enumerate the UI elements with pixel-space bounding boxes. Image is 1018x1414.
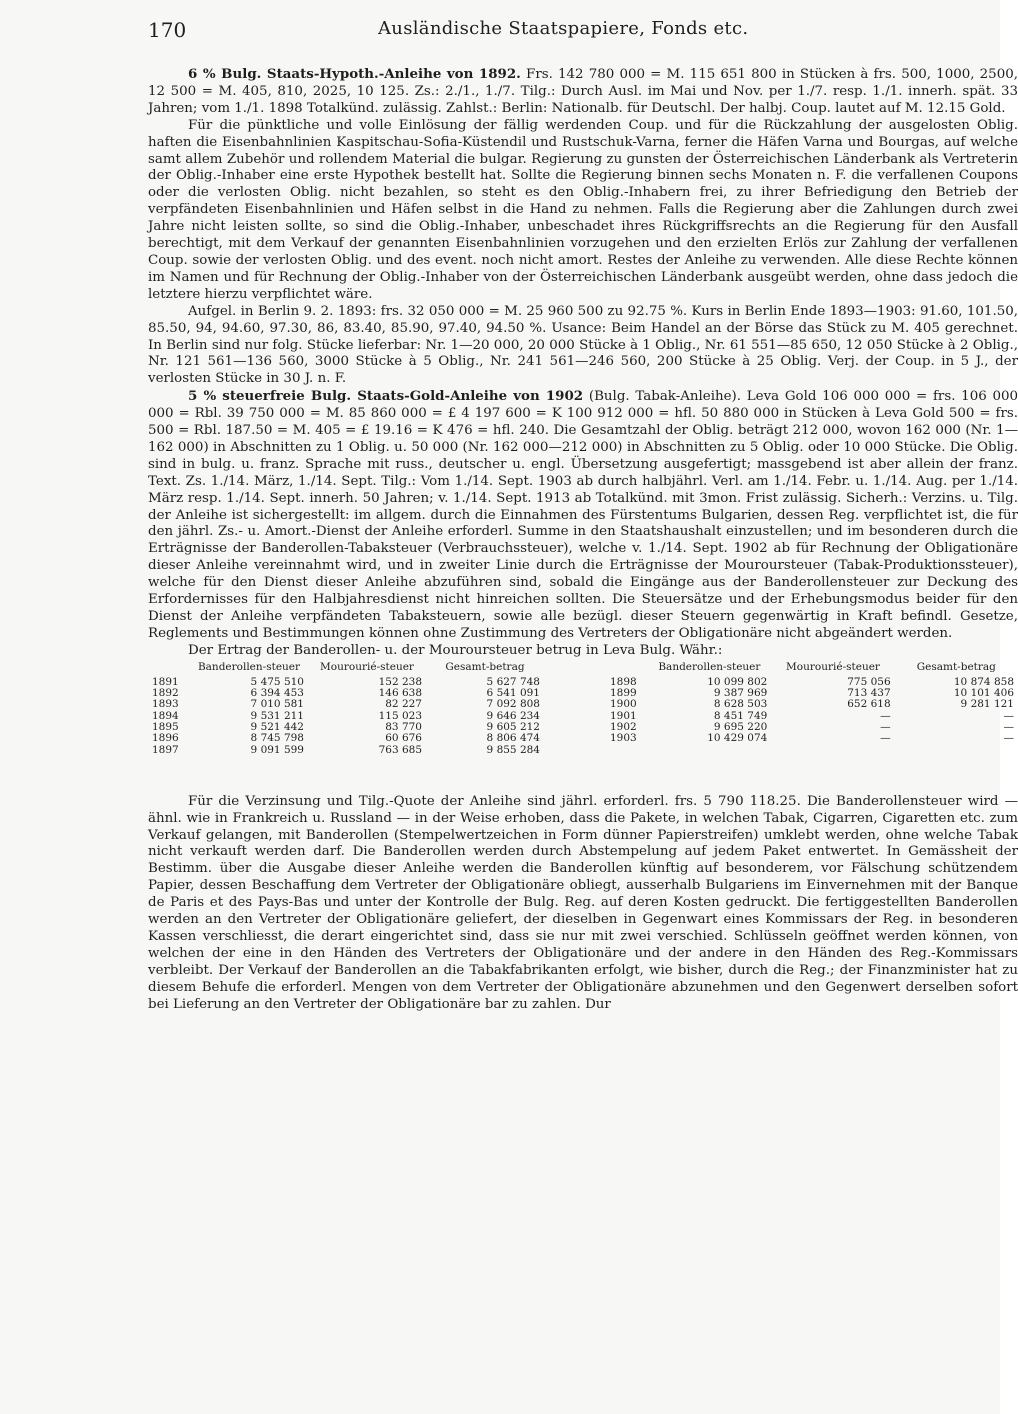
value-cell: 9 521 442 (250, 720, 304, 733)
table-row (148, 688, 544, 699)
year-header (148, 662, 190, 677)
year-cell: 1892 (152, 687, 179, 700)
value-cell: 7 092 808 (486, 698, 540, 711)
value-cell: 8 451 749 (713, 709, 768, 722)
value-cell: — (880, 732, 891, 745)
banderole-tax-header: Banderollen-steuer (197, 660, 301, 673)
value-cell: — (1003, 709, 1014, 722)
table-header-row (148, 662, 544, 677)
value-cell: 8 628 503 (713, 698, 768, 711)
section1-security-paragraph: Für die pünktliche und volle Einlösung der fällig werdenden Coup. und für die Rückzahlung der ausgelosten Oblig. haften die Eisenbahnlinien Kaspitschau-Sofia-Küstendil und Rustschuk-Varna, ferner die Häfen Varna und Bourgas, auf welche samt allem Zubehör und rollendem Material die bulgar. Regierung zu gunsten der Österreichischen Länderbank als Vertreterin der Oblig.-Inhaber eine erste Hypothek bestellt hat. Sollte die Regierung binnen sechs Monaten n. F. die verfallenen Coupons oder die verlosten Oblig. nicht bezahlen, so steht es den Oblig.-Inhabern frei, zu ihrer Befriedigung den Betrieb der verpfändeten Eisenbahnlinien und Häfen selbst in die Hand zu nehmen. Falls die Regierung aber die Zahlungen durch zwei Jahre nicht leisten sollte, so sind die Oblig.-Inhaber, unbeschadet ihres Rückgriffsrechts an die Regierung für den Ausfall berechtigt, mit dem Verkauf der genannten Eisenbahnlinien vorzugehen und den erzielten Erlös zur Zahlung der verfallenen Coup. sowie der verlosten Oblig. und des event. noch nicht amort. Restes der Anleihe zu verwenden. Alle diese Rechte können im Namen und für Rechnung der Oblig.-Inhaber von der Österreichischen Länderbank ausgeübt werden, ohne dass jedoch die letztere hierzu verpflichtet wäre. (148, 117, 1018, 302)
table-row (148, 745, 544, 756)
value-cell: 5 627 748 (486, 675, 540, 688)
section1-quotation-paragraph: Aufgel. in Berlin 9. 2. 1893: frs. 32 050 000 = M. 25 960 500 zu 92.75 %. Kurs in Berlin Ende 1893—1903: 91.60, 101.50, 85.50, 94, 94.60, 97.30, 86, 83.40, 85.90, 97.40, 94.50 %. Usance: Beim Handel an der Börse das Stück zu M. 405 gerechnet. In Berlin sind nur folg. Stücke lieferbar: Nr. 1—20 000, 20 000 Stücke à 1 Oblig., Nr. 61 551—85 650, 12 050 Stücke à 2 Oblig., Nr. 121 561—136 560, 3000 Stücke à 5 Oblig., Nr. 241 561—246 560, 200 Stücke à 25 Oblig. Verj. der Coup. in 5 J., der verlosten Stücke in 30 J. n. F. (148, 303, 1018, 387)
value-cell: 10 099 802 (707, 675, 768, 688)
value-cell: 775 056 (847, 675, 891, 688)
table-row (148, 733, 544, 744)
year-cell: 1903 (610, 732, 637, 745)
section2-intro (148, 388, 1018, 643)
revenue-table-1898-1903 (606, 662, 1018, 745)
value-cell: — (1003, 732, 1014, 745)
section1-title: 6 % Bulg. Staats-Hypoth.-Anleihe von 1892. (188, 66, 521, 82)
value-cell: — (880, 720, 891, 733)
value-cell: 146 638 (378, 687, 422, 700)
table-row (148, 711, 544, 722)
section1-terms: Frs. 142 780 000 = M. 115 651 800 in Stücken à frs. 500, 1000, 2500, 12 500 = M. 405, 810, 2025, 10 125. Zs.: 2./1., 1./7. Tilg.: Durch Ausl. im Mai und Nov. per 1./7. resp. 1./1. innerh. spät. 33 Jahren; vom 1./1. 1898 Totalkünd. zulässig. Zahlst.: Berlin: Nationalb. für Deutschl. Der halbj. Coup. lautet auf M. 12.15 Gold. (148, 67, 1018, 116)
value-cell: 8 745 798 (250, 732, 304, 745)
section2-title: 5 % steuerfreie Bulg. Staats-Gold-Anleihe von 1902 (188, 388, 584, 405)
value-cell: 9 091 599 (250, 743, 304, 756)
value-cell: 7 010 581 (250, 698, 304, 711)
year-cell: 1897 (152, 743, 179, 756)
value-cell: 763 685 (378, 743, 422, 756)
table-row (606, 711, 1018, 722)
section2-subtitle: (Bulg. Tabak-Anleihe). (588, 389, 742, 405)
value-cell: 82 227 (385, 698, 422, 711)
year-cell: 1902 (610, 720, 637, 733)
year-cell: 1893 (152, 698, 179, 711)
year-cell: 1896 (152, 732, 179, 745)
value-cell: 713 437 (847, 687, 891, 700)
revenue-table-caption: Der Ertrag der Banderollen- u. der Mouroursteuer betrug in Leva Bulg. Währ.: (188, 642, 723, 658)
value-cell: 9 646 234 (486, 709, 540, 722)
value-cell: 10 874 858 (953, 675, 1014, 688)
value-cell: 9 855 284 (486, 743, 540, 756)
year-cell: 1891 (152, 675, 179, 688)
banderole-tax-header: Banderollen-steuer (658, 660, 761, 673)
mourourie-tax-header: Mourourié-steuer (786, 660, 880, 673)
body-text (148, 66, 1018, 1014)
value-cell: 9 387 969 (713, 687, 768, 700)
total-header: Gesamt-betrag (916, 660, 996, 673)
value-cell: 9 695 220 (713, 720, 768, 733)
year-cell: 1895 (152, 720, 179, 733)
value-cell: 8 806 474 (486, 732, 540, 745)
section2-terms: Leva Gold 106 000 000 = frs. 106 000 000 = Rbl. 39 750 000 = M. 85 860 000 = £ 4 197 600 = K 100 912 000 = hfl. 50 880 000 in Stücken à Leva Gold 500 = frs. 500 = Rbl. 187.50 = M. 405 = £ 19.16 = K 476 = hfl. 240. Die Gesamtzahl der Oblig. beträgt 212 000, wovon 162 000 (Nr. 1—162 000) in Abschnitten zu 1 Oblig. u. 50 000 (Nr. 162 000—212 000) in Abschnitten zu 5 Oblig. oder 10 000 Stücke. Die Oblig. sind in bulg. u. franz. Sprache mit russ., deutscher u. engl. Übersetzung ausgefertigt; massgebend ist aber allein der franz. Text. Zs. 1./14. März, 1./14. Sept. Tilg.: Vom 1./14. Sept. 1903 ab durch halbjährl. Verl. am 1./14. Febr. u. 1./14. Aug. per 1./14. März resp. 1./14. Sept. innerh. 50 Jahren; v. 1./14. Sept. 1913 ab Totalkünd. mit 3mon. Frist zulässig. Sicherh.: Verzins. u. Tilg. der Anleihe ist sichergestellt: im allgem. durch die Einnahmen des Fürstentums Bulgarien, dessen Reg. verpflichtet ist, die für den jährl. Zs.- u. Amort.-Dienst der Anleihe erforderl. Summe in den Staatshaushalt einzustellen; und im besonderen durch die Erträgnisse der Banderollen-Tabaksteuer (Verbrauchssteuer), welche v. 1./14. Sept. 1902 ab für Rechnung der Obligationäre dieser Anleihe vereinnahmt wird, und in zweiter Linie durch die Erträgnisse der Mouroursteuer (Tabak-Produktionssteuer), welche für den Dienst dieser Anleihe abzuführen sind, sobald die Eingänge aus der Banderollensteuer zur Deckung des Erfordernisses für den Halbjahresdienst nicht hinreichen sollten. Die Steuersätze und der Erhebungsmodus beider für den Dienst der Anleihe verpfändeten Tabaksteuern, sowie alle bezügl. dieser Steuern gegenwärtig in Kraft befindl. Gesetze, Reglements und Bestimmungen können ohne Zustimmung des Vertreters der Obligationäre nicht abgeändert werden. (148, 389, 1018, 641)
table-row (606, 722, 1018, 733)
revenue-tables (148, 662, 1018, 790)
year-cell: 1899 (610, 687, 637, 700)
value-cell: — (1003, 720, 1014, 733)
value-cell: 10 101 406 (953, 687, 1014, 700)
value-cell: 10 429 074 (707, 732, 768, 745)
year-cell: 1898 (610, 675, 637, 688)
year-cell: 1901 (610, 709, 637, 722)
revenue-table-1891-1897 (148, 662, 544, 756)
section1-intro (148, 66, 1018, 118)
total-header: Gesamt-betrag (445, 660, 525, 673)
value-cell: 9 281 121 (960, 698, 1014, 711)
table-header-row (606, 662, 1018, 677)
value-cell: 5 475 510 (250, 675, 304, 688)
page-number: 170 (148, 18, 187, 42)
year-header (606, 662, 647, 677)
value-cell: 9 605 212 (486, 720, 540, 733)
value-cell: 6 394 453 (250, 687, 304, 700)
value-cell: 115 023 (378, 709, 422, 722)
table-row (606, 688, 1018, 699)
section2-banderole-paragraph: Für die Verzinsung und Tilg.-Quote der Anleihe sind jährl. erforderl. frs. 5 790 118.25. Die Banderollensteuer wird — ähnl. wie in Frankreich u. Russland — in der Weise erhoben, dass die Pakete, in welchen Tabak, Cigarren, Cigaretten etc. zum Verkauf gelangen, mit Banderollen (Stempelwertzeichen in Form dünner Papierstreifen) umklebt werden, ohne welche Tabak nicht verkauft werden darf. Die Banderollen werden durch Abstempelung auf jedem Paket entwertet. In Gemässheit der Bestimm. über die Ausgabe dieser Anleihe werden die Banderollen künftig auf besonderem, vor Fälschung schützendem Papier, dessen Beschaffung dem Vertreter der Obligationäre obliegt, ausserhalb Bulgariens im Einvernehmen mit der Banque de Paris et des Pays-Bas und unter der Kontrolle der Bulg. Reg. auf deren Kosten gedruckt. Die fertiggestellten Banderollen werden an den Vertreter der Obligationäre geliefert, der dieselben in Gegenwart eines Kommissars der Reg. in besonderen Kassen verschliesst, die derart eingerichtet sind, dass sie nur mit zwei verschied. Schlüsseln geöffnet werden können, von welchen der eine in den Händen des Vertreters der Obligationäre und der andere in den Händen des Reg.-Kommissars verbleibt. Der Verkauf der Banderollen an die Tabakfabrikanten erfolgt, wie bisher, durch die Reg.; der Finanzminister hat zu diesem Behufe die erforderl. Mengen von dem Vertreter der Obligationäre abzunehmen und den Gegenwert derselben sofort bei Lieferung an den Vertreter der Obligationäre bar zu zahlen. Dur (148, 793, 1018, 1012)
year-cell: 1900 (610, 698, 637, 711)
table-row (606, 699, 1018, 710)
value-cell: 652 618 (847, 698, 891, 711)
value-cell: 6 541 091 (486, 687, 540, 700)
mourourie-tax-header: Mourourié-steuer (320, 660, 414, 673)
running-title: Ausländische Staatspapiere, Fonds etc. (378, 18, 749, 39)
value-cell: 9 531 211 (250, 709, 304, 722)
value-cell: 152 238 (378, 675, 422, 688)
value-cell: 60 676 (385, 732, 422, 745)
table-row (606, 733, 1018, 744)
value-cell: 83 770 (385, 720, 422, 733)
table-row (148, 699, 544, 710)
year-cell: 1894 (152, 709, 179, 722)
table-row (148, 677, 544, 688)
page-header (148, 18, 968, 46)
table-row (148, 722, 544, 733)
value-cell: — (880, 709, 891, 722)
